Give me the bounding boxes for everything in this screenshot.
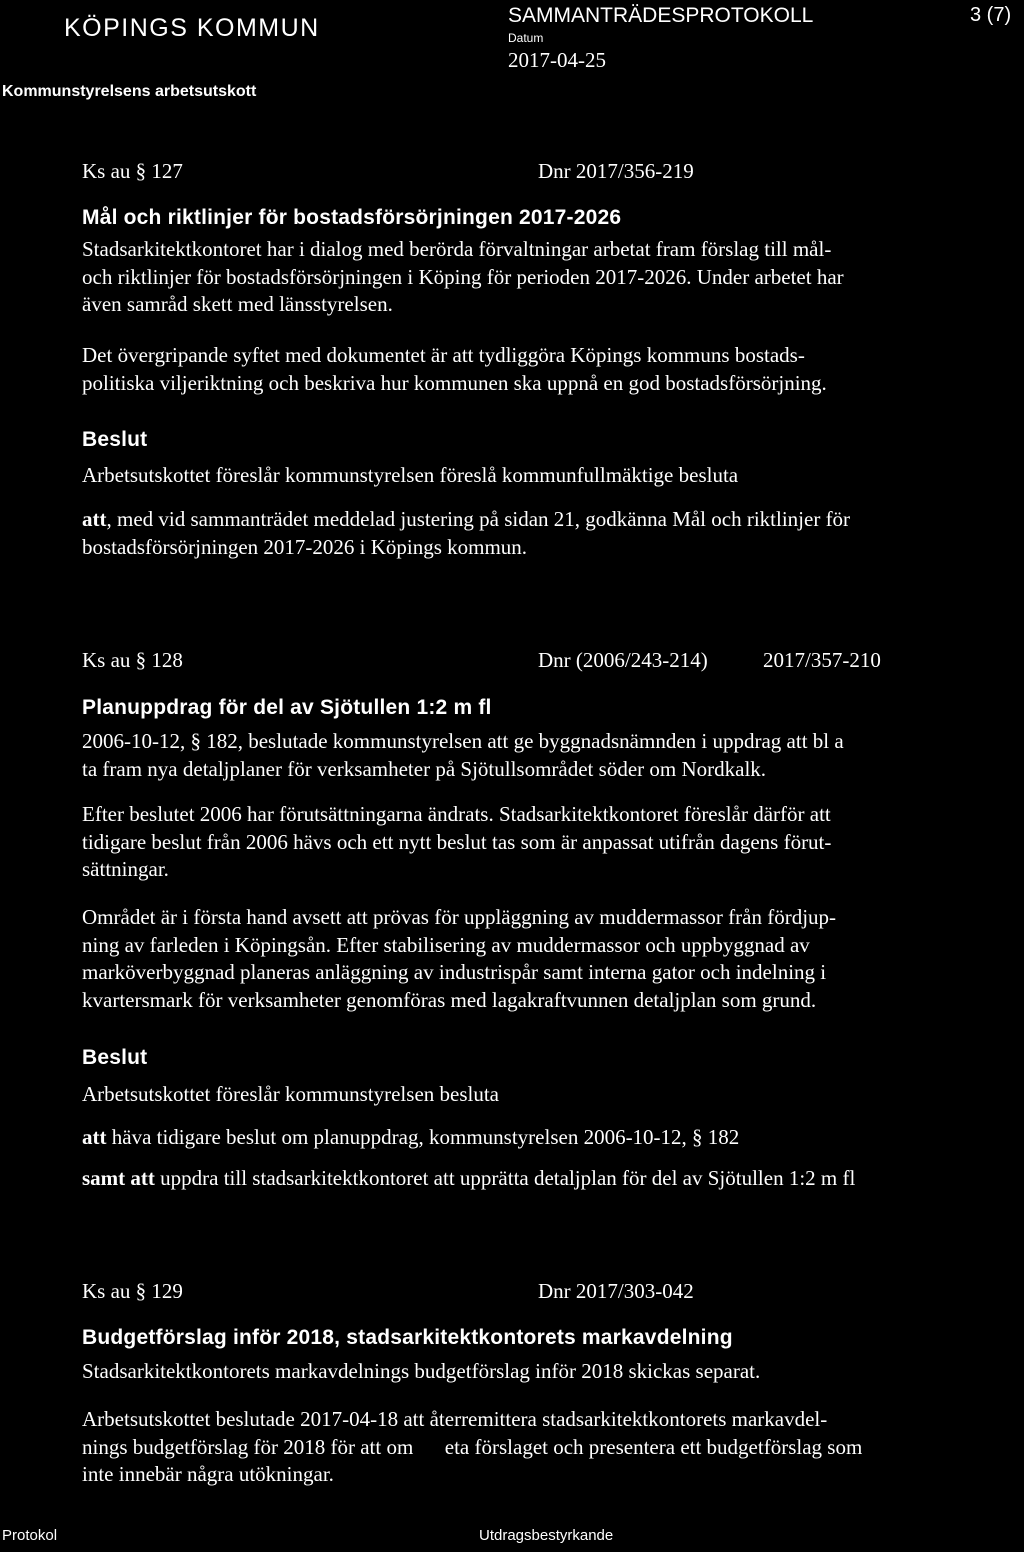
document-type: SAMMANTRÄDESPROTOKOLL: [508, 4, 814, 27]
decision-text: uppdra till stadsarkitektkontoret att upprätta detaljplan för del av Sjötullen 1:2 m fl: [154, 1166, 856, 1190]
dnr-number: Dnr (2006/243-214): [538, 648, 708, 672]
section-title: Mål och riktlinjer för bostadsförsörjningen 2017-2026: [82, 206, 622, 229]
text-line: [82, 1124, 1002, 1152]
text-line: ta fram nya detaljplaner för verksamheter på Sjötullsområdet söder om Nordkalk.: [82, 756, 767, 781]
dnr-number-extra: 2017/357-210: [763, 648, 881, 672]
decision-intro: [82, 1081, 1002, 1109]
text-line: marköverbyggnad planeras anläggning av industrispår samt interna gator och indelning i: [82, 960, 827, 984]
text-line: inte innebär några utökningar.: [82, 1462, 334, 1486]
paragraph-ref: Ks au § 128: [82, 648, 183, 672]
text-line: ning av farleden i Köpingsån. Efter stabilisering av muddermassor och uppbyggnad av: [82, 932, 810, 957]
text-line: sättningar.: [82, 857, 169, 881]
text-line: tidigare beslut från 2006 hävs och ett nytt beslut tas som är anpassat utifrån dagens förut-: [82, 829, 832, 854]
text-line: kvartersmark för verksamheter genomföras med lagakraftvunnen detaljplan som grund.: [82, 987, 817, 1012]
department-name: Kommunstyrelsens arbetsutskott: [2, 83, 257, 100]
page-number: 3 (7): [970, 4, 1012, 26]
decision-heading: Beslut: [82, 1046, 148, 1069]
decision-text: häva tidigare beslut om planuppdrag, kommunstyrelsen 2006-10-12, § 182: [106, 1125, 740, 1149]
text-line: [82, 1165, 1002, 1193]
paragraph: [82, 342, 1002, 397]
text-line: Arbetsutskottet föreslår kommunstyrelsen föreslå kommunfullmäktige besluta: [82, 463, 739, 487]
paragraph: [82, 1358, 1002, 1386]
paragraph-ref: Ks au § 127: [82, 159, 183, 183]
decision-clause: [82, 1165, 1002, 1193]
text-line: bostadsförsörjningen 2017-2026 i Köpings kommun.: [82, 534, 528, 559]
decision-keyword: att: [82, 1125, 107, 1149]
text-line: Det övergripande syftet med dokumentet är att tydliggöra Köpings kommuns bostads-: [82, 343, 805, 367]
footer-protocol-label: Protokol: [2, 1527, 58, 1544]
text-line: och riktlinjer för bostadsförsörjningen i Köping för perioden 2017-2026. Under arbetet har: [82, 264, 844, 289]
paragraph: [82, 1406, 1002, 1489]
text-line: politiska viljeriktning och beskriva hur kommunen ska uppnå en god bostadsförsörjning.: [82, 370, 827, 395]
date-label: Datum: [508, 31, 544, 45]
decision-clause: [82, 1124, 1002, 1152]
decision-text: , med vid sammanträdet meddelad justering på sidan 21, godkänna Mål och riktlinjer för: [106, 507, 851, 531]
text-line: Stadsarkitektkontorets markavdelnings budgetförslag inför 2018 skickas separat.: [82, 1359, 761, 1383]
decision-clause: [82, 506, 1002, 561]
decision-keyword: att: [82, 507, 107, 531]
paragraph: [82, 801, 1002, 884]
paragraph-ref: Ks au § 129: [82, 1279, 183, 1303]
text-line: Arbetsutskottet föreslår kommunstyrelsen besluta: [82, 1082, 499, 1106]
decision-intro: [82, 462, 1002, 490]
footer-certification-label: Utdragsbestyrkande: [479, 1527, 614, 1544]
text-line: nings budgetförslag för 2018 för att om eta förslaget och presentera ett budgetförslag som: [82, 1434, 863, 1459]
dnr-number: Dnr 2017/356-219: [538, 159, 694, 183]
organization-name: KÖPINGS KOMMUN: [64, 14, 320, 42]
decision-keyword: samt att: [82, 1166, 155, 1190]
dnr-number: Dnr 2017/303-042: [538, 1279, 694, 1303]
text-line: [82, 506, 1002, 534]
section-title: Budgetförslag inför 2018, stadsarkitektkontorets markavdelning: [82, 1326, 733, 1349]
paragraph: [82, 728, 1002, 783]
paragraph: [82, 236, 1002, 319]
paragraph: [82, 904, 1002, 1014]
section-title: Planuppdrag för del av Sjötullen 1:2 m fl: [82, 696, 492, 719]
decision-heading: Beslut: [82, 428, 148, 451]
text-line: Arbetsutskottet beslutade 2017-04-18 att återremittera stadsarkitektkontorets markavdel-: [82, 1407, 828, 1431]
text-line: Området är i första hand avsett att prövas för uppläggning av muddermassor från fördjup-: [82, 905, 837, 929]
meeting-date: 2017-04-25: [508, 48, 606, 72]
text-line: Stadsarkitektkontoret har i dialog med berörda förvaltningar arbetat fram förslag till mål-: [82, 237, 832, 261]
text-line: Efter beslutet 2006 har förutsättningarna ändrats. Stadsarkitektkontoret föreslår därför att: [82, 802, 831, 826]
text-line: 2006-10-12, § 182, beslutade kommunstyrelsen att ge byggnadsnämnden i uppdrag att bl a: [82, 729, 844, 753]
text-line: även samråd skett med länsstyrelsen.: [82, 292, 393, 316]
